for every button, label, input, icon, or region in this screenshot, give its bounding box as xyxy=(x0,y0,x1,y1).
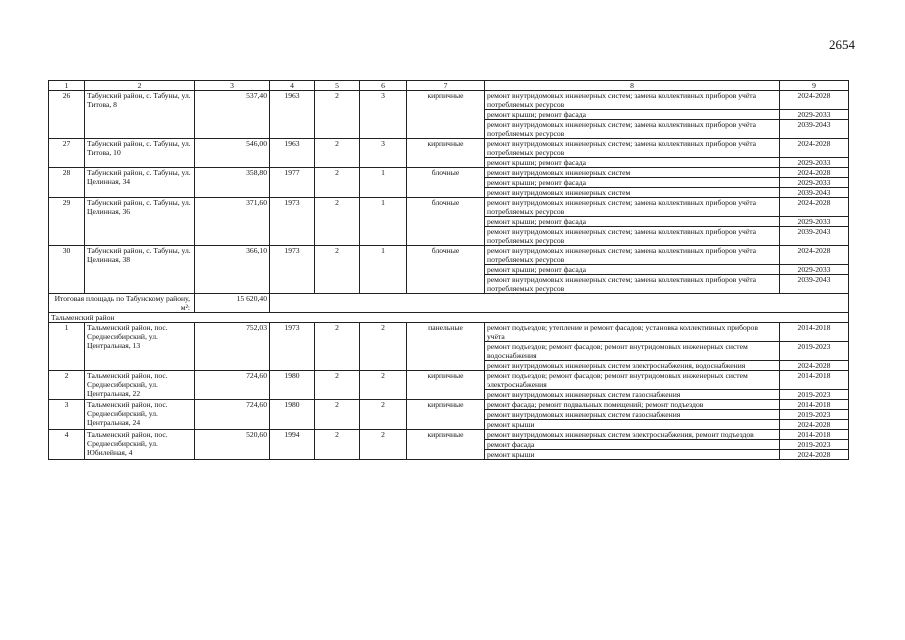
total-empty xyxy=(270,294,849,313)
repair-period: 2029-2033 xyxy=(780,110,849,120)
page-number: 2654 xyxy=(829,37,855,52)
table-row xyxy=(49,323,849,342)
table-row xyxy=(49,430,849,440)
building-address: Табунский район, с. Табуны, ул. Титова, 8 xyxy=(85,91,195,139)
building-area: 724,60 xyxy=(195,400,270,430)
repair-work: ремонт внутридомовых инженерных систем; замена коллективных приборов учёта потребляемых ресурсов xyxy=(485,246,780,265)
wall-material: кирпичные xyxy=(407,91,485,139)
wall-material: кирпичные xyxy=(407,371,485,400)
building-address: Табунский район, с. Табуны, ул. Целинная, 38 xyxy=(85,246,195,294)
building-address: Тальменский район, пос. Среднесибирский, ул. Центральная, 24 xyxy=(85,400,195,430)
building-area: 752,03 xyxy=(195,323,270,371)
build-year: 1994 xyxy=(270,430,315,460)
repair-period: 2039-2043 xyxy=(780,275,849,294)
repair-work: ремонт подъездов; ремонт фасадов; ремонт внутридомовых инженерных систем электроснабжения xyxy=(485,371,780,390)
entrances-count: 3 xyxy=(360,91,407,139)
repair-period: 2024-2028 xyxy=(780,91,849,110)
repair-work: ремонт крыши; ремонт фасада xyxy=(485,178,780,188)
floors-count: 2 xyxy=(315,246,360,294)
total-label: Итоговая площадь по Табунскому району, м²: xyxy=(49,294,195,313)
building-area: 546,00 xyxy=(195,139,270,168)
column-number-9: 9 xyxy=(780,81,849,91)
table-row xyxy=(49,139,849,158)
floors-count: 2 xyxy=(315,139,360,168)
build-year: 1980 xyxy=(270,371,315,400)
repair-work: ремонт внутридомовых инженерных систем газоснабжения xyxy=(485,410,780,420)
floors-count: 2 xyxy=(315,91,360,139)
build-year: 1963 xyxy=(270,91,315,139)
building-area: 371,60 xyxy=(195,198,270,246)
build-year: 1973 xyxy=(270,323,315,371)
housing-repair-table xyxy=(48,80,849,460)
repair-period: 2039-2043 xyxy=(780,188,849,198)
entrances-count: 2 xyxy=(360,400,407,430)
repair-work: ремонт внутридомовых инженерных систем xyxy=(485,168,780,178)
repair-work: ремонт крыши; ремонт фасада xyxy=(485,158,780,168)
building-address: Табунский район, с. Табуны, ул. Целинная, 36 xyxy=(85,198,195,246)
repair-period: 2014-2018 xyxy=(780,371,849,390)
repair-period: 2024-2028 xyxy=(780,246,849,265)
building-address: Табунский район, с. Табуны, ул. Титова, 10 xyxy=(85,139,195,168)
repair-period: 2039-2043 xyxy=(780,120,849,139)
repair-work: ремонт внутридомовых инженерных систем; замена коллективных приборов учёта потребляемых ресурсов xyxy=(485,91,780,110)
table-row xyxy=(49,198,849,217)
repair-period: 2029-2033 xyxy=(780,178,849,188)
entrances-count: 2 xyxy=(360,323,407,371)
entrances-count: 2 xyxy=(360,430,407,460)
table-row xyxy=(49,91,849,110)
repair-period: 2014-2018 xyxy=(780,400,849,410)
build-year: 1973 xyxy=(270,246,315,294)
repair-work: ремонт крыши; ремонт фасада xyxy=(485,217,780,227)
floors-count: 2 xyxy=(315,168,360,198)
table-row xyxy=(49,371,849,390)
row-number: 28 xyxy=(49,168,85,198)
floors-count: 2 xyxy=(315,400,360,430)
table-row xyxy=(49,246,849,265)
entrances-count: 1 xyxy=(360,246,407,294)
build-year: 1977 xyxy=(270,168,315,198)
floors-count: 2 xyxy=(315,323,360,371)
repair-work: ремонт фасада; ремонт подвальных помещений; ремонт подъездов xyxy=(485,400,780,410)
repair-period: 2039-2043 xyxy=(780,227,849,246)
floors-count: 2 xyxy=(315,430,360,460)
building-area: 358,80 xyxy=(195,168,270,198)
entrances-count: 3 xyxy=(360,139,407,168)
repair-work: ремонт внутридомовых инженерных систем; замена коллективных приборов учёта потребляемых ресурсов xyxy=(485,275,780,294)
building-area: 520,60 xyxy=(195,430,270,460)
repair-period: 2014-2018 xyxy=(780,323,849,342)
repair-period: 2019-2023 xyxy=(780,390,849,400)
wall-material: блочные xyxy=(407,168,485,198)
building-area: 537,40 xyxy=(195,91,270,139)
build-year: 1973 xyxy=(270,198,315,246)
table-row xyxy=(49,400,849,410)
row-number: 1 xyxy=(49,323,85,371)
wall-material: блочные xyxy=(407,198,485,246)
total-row xyxy=(49,294,849,313)
repair-work: ремонт крыши; ремонт фасада xyxy=(485,110,780,120)
repair-period: 2029-2033 xyxy=(780,265,849,275)
repair-work: ремонт внутридомовых инженерных систем электроснабжения, ремонт подъездов xyxy=(485,430,780,440)
repair-work: ремонт крыши xyxy=(485,420,780,430)
column-number-6: 6 xyxy=(360,81,407,91)
column-number-8: 8 xyxy=(485,81,780,91)
build-year: 1980 xyxy=(270,400,315,430)
repair-period: 2024-2028 xyxy=(780,420,849,430)
repair-period: 2014-2018 xyxy=(780,430,849,440)
wall-material: блочные xyxy=(407,246,485,294)
building-area: 724,60 xyxy=(195,371,270,400)
repair-work: ремонт крыши xyxy=(485,450,780,460)
floors-count: 2 xyxy=(315,198,360,246)
repair-period: 2024-2028 xyxy=(780,450,849,460)
row-number: 30 xyxy=(49,246,85,294)
repair-work: ремонт подъездов; ремонт фасадов; ремонт внутридомовых инженерных систем водоснабжения xyxy=(485,342,780,361)
repair-period: 2029-2033 xyxy=(780,158,849,168)
column-number-3: 3 xyxy=(195,81,270,91)
row-number: 29 xyxy=(49,198,85,246)
row-number: 2 xyxy=(49,371,85,400)
wall-material: кирпичные xyxy=(407,400,485,430)
repair-work: ремонт внутридомовых инженерных систем; замена коллективных приборов учёта потребляемых ресурсов xyxy=(485,139,780,158)
floors-count: 2 xyxy=(315,371,360,400)
column-number-7: 7 xyxy=(407,81,485,91)
building-address: Тальменский район, пос. Среднесибирский, ул. Юбилейная, 4 xyxy=(85,430,195,460)
repair-work: ремонт внутридомовых инженерных систем электроснабжения, водоснабжения xyxy=(485,361,780,371)
repair-work: ремонт внутридомовых инженерных систем xyxy=(485,188,780,198)
table-row xyxy=(49,168,849,178)
section-row xyxy=(49,313,849,323)
repair-period: 2024-2028 xyxy=(780,361,849,371)
repair-period: 2019-2023 xyxy=(780,342,849,361)
repair-work: ремонт внутридомовых инженерных систем; замена коллективных приборов учёта потребляемых ресурсов xyxy=(485,120,780,139)
section-title: Тальменский район xyxy=(49,313,849,323)
wall-material: кирпичные xyxy=(407,430,485,460)
building-address: Табунский район, с. Табуны, ул. Целинная, 34 xyxy=(85,168,195,198)
header-row xyxy=(49,81,849,91)
build-year: 1963 xyxy=(270,139,315,168)
wall-material: кирпичные xyxy=(407,139,485,168)
column-number-4: 4 xyxy=(270,81,315,91)
repair-work: ремонт крыши; ремонт фасада xyxy=(485,265,780,275)
entrances-count: 1 xyxy=(360,168,407,198)
building-area: 366,10 xyxy=(195,246,270,294)
repair-period: 2024-2028 xyxy=(780,198,849,217)
repair-work: ремонт подъездов; утепление и ремонт фасадов; установка коллективных приборов учёта xyxy=(485,323,780,342)
row-number: 3 xyxy=(49,400,85,430)
building-address: Тальменский район, пос. Среднесибирский, ул. Центральная, 13 xyxy=(85,323,195,371)
row-number: 27 xyxy=(49,139,85,168)
repair-period: 2024-2028 xyxy=(780,168,849,178)
entrances-count: 1 xyxy=(360,198,407,246)
row-number: 4 xyxy=(49,430,85,460)
total-value: 15 620,40 xyxy=(195,294,270,313)
entrances-count: 2 xyxy=(360,371,407,400)
building-address: Тальменский район, пос. Среднесибирский, ул. Центральная, 22 xyxy=(85,371,195,400)
repair-work: ремонт внутридомовых инженерных систем; замена коллективных приборов учёта потребляемых ресурсов xyxy=(485,227,780,246)
repair-work: ремонт внутридомовых инженерных систем газоснабжения xyxy=(485,390,780,400)
column-number-2: 2 xyxy=(85,81,195,91)
repair-period: 2029-2033 xyxy=(780,217,849,227)
repair-period: 2024-2028 xyxy=(780,139,849,158)
column-number-1: 1 xyxy=(49,81,85,91)
repair-period: 2019-2023 xyxy=(780,440,849,450)
repair-work: ремонт внутридомовых инженерных систем; замена коллективных приборов учёта потребляемых ресурсов xyxy=(485,198,780,217)
repair-period: 2019-2023 xyxy=(780,410,849,420)
row-number: 26 xyxy=(49,91,85,139)
column-number-5: 5 xyxy=(315,81,360,91)
wall-material: панельные xyxy=(407,323,485,371)
repair-work: ремонт фасада xyxy=(485,440,780,450)
